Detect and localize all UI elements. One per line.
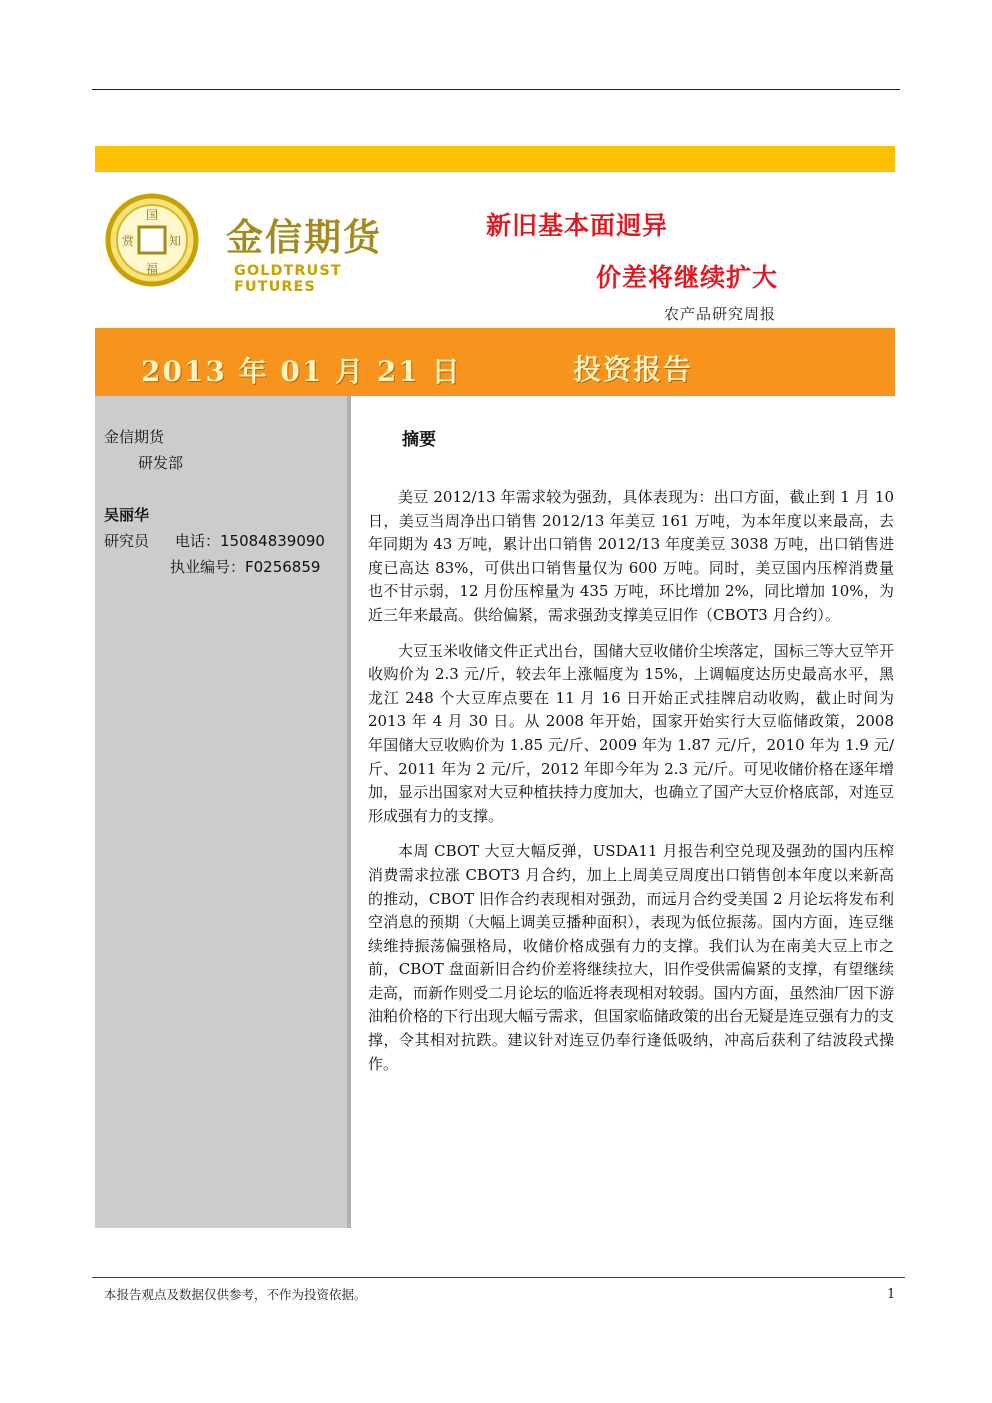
coin-char-left: 赏 bbox=[121, 234, 135, 248]
logo-en-name: GOLDTRUST FUTURES bbox=[234, 263, 342, 295]
sidebar-department: 研发部 bbox=[138, 454, 184, 472]
author-name: 吴丽华 bbox=[104, 506, 150, 524]
logo-cn-name: 金信期货 bbox=[226, 216, 382, 259]
author-role: 研究员 bbox=[104, 532, 150, 550]
report-subtitle: 农产品研究周报 bbox=[664, 305, 777, 323]
date-banner bbox=[95, 328, 895, 396]
coin-char-bottom: 福 bbox=[145, 262, 159, 276]
headline-line-1: 新旧基本面迥异 bbox=[486, 211, 669, 240]
sidebar-company: 金信期货 bbox=[104, 428, 165, 446]
header-rule bbox=[92, 89, 900, 90]
author-sidebar bbox=[95, 396, 351, 1228]
footer-disclaimer: 本报告观点及数据仅供参考，不作为投资依据。 bbox=[104, 1287, 367, 1302]
document-type: 投资报告 bbox=[573, 353, 694, 386]
report-date: 2013 年 01 月 21 日 bbox=[141, 355, 462, 388]
company-logo bbox=[104, 193, 424, 295]
author-phone: 电话：15084839090 bbox=[175, 532, 325, 550]
footer-rule bbox=[92, 1277, 905, 1278]
header-band bbox=[95, 146, 895, 172]
headline-line-2: 价差将继续扩大 bbox=[596, 263, 779, 292]
abstract-body bbox=[368, 486, 894, 1088]
abstract-title: 摘要 bbox=[402, 430, 436, 450]
coin-emblem-icon bbox=[104, 193, 200, 287]
abstract-paragraph-2: 大豆玉米收储文件正式出台，国储大豆收储价尘埃落定，国标三等大豆竿开收购价为 2.3 元/斤，较去年上涨幅度为 15%，上调幅度达历史最高水平，黑龙江 248 个大豆库点要在 11 月 16 日开始正式挂牌启动收购，截止时间为 2013 年 4 月 30 日。从 2008 年开始，国家开始实行大豆临储政策，2008 年国储大豆收购价为 1.85 元/斤、2009 年为 1.87 元/斤，2010 年为 1.9 元/斤、2011 年为 2 元/斤，2012 年即今年为 2.3 元/斤。可见收储价格在逐年增加，显示出国家对大豆种植扶持力度加大，也确立了国产大豆价格底部，对连豆形成强有力的支撑。 bbox=[368, 641, 894, 825]
abstract-paragraph-1: 美豆 2012/13 年需求较为强劲，具体表现为：出口方面，截止到 1 月 10 日，美豆当周净出口销售 2012/13 年美豆 161 万吨，为本年度以来最高，去年同期为 43 万吨，累计出口销售 2012/13 年度美豆 3038 万吨，出口销售进度已高达 83%，可供出口销售量仅为 600 万吨。同时，美豆国内压榨消费量也不甘示弱，12 月份压榨量为 435 万吨，环比增加 2%，同比增加 10%，为近三年来最高。供给偏紧，需求强劲支撑美豆旧作（CBOT3 月合约）。 bbox=[368, 488, 894, 624]
author-license: 执业编号：F0256859 bbox=[170, 558, 321, 576]
coin-char-right: 知 bbox=[168, 234, 182, 248]
abstract-paragraph-3: 本周 CBOT 大豆大幅反弹，USDA11 月报告利空兑现及强劲的国内压榨消费需求拉涨 CBOT3 月合约，加上上周美豆周度出口销售创本年度以来新高的推动，CBOT 旧作合约表现相对强劲，而远月合约受美国 2 月论坛将发布利空消息的预期（大幅上调美豆播种面积），表现为低位振荡。国内方面，连豆继续维持振荡偏强格局，收储价格成强有力的支撑。我们认为在南美大豆上市之前，CBOT 盘面新旧合约价差将继续拉大，旧作受供需偏紧的支撑，有望继续走高，而新作则受二月论坛的临近将表现相对较弱。国内方面，虽然油厂因下游油粕价格的下行出现大幅亏需求，但国家临储政策的出台无疑是连豆强有力的支撑，令其相对抗跌。建议针对连豆仍奉行逢低吸纳，冲高后获利了结波段式操作。 bbox=[368, 842, 894, 1073]
page-number: 1 bbox=[887, 1287, 896, 1302]
coin-char-top: 国 bbox=[145, 208, 159, 222]
